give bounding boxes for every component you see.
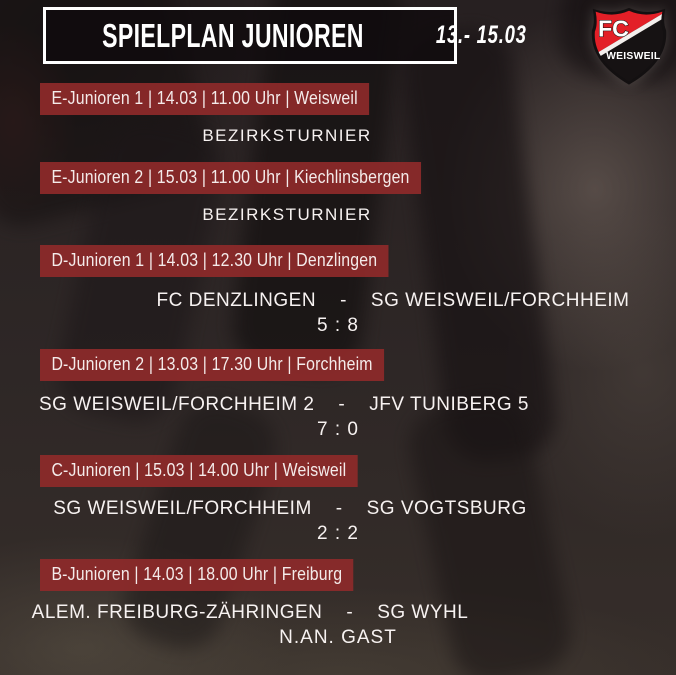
match-banner-c-junioren: C-Junioren | 15.03 | 14.00 Uhr | Weisweil xyxy=(40,455,358,487)
away-team: SG VOGTSBURG xyxy=(366,498,527,519)
match-banner-e-junioren-2: E-Junioren 2 | 15.03 | 11.00 Uhr | Kiechlinsbergen xyxy=(40,162,421,194)
score-text: 2 : 2 xyxy=(317,523,359,544)
match-banner-e-junioren-1: E-Junioren 1 | 14.03 | 11.00 Uhr | Weisweil xyxy=(40,83,369,115)
vs-dash: - xyxy=(335,498,343,519)
vs-dash: - xyxy=(338,394,346,415)
away-team: SG WEISWEIL/FORCHHEIM xyxy=(370,290,630,311)
club-logo xyxy=(584,1,674,89)
date-range: 13.- 15.03 xyxy=(435,21,527,49)
score-text: 5 : 8 xyxy=(317,315,359,336)
tournament-note xyxy=(0,126,574,146)
home-team: SG WEISWEIL/FORCHHEIM xyxy=(53,498,312,519)
vs-dash: - xyxy=(346,602,354,623)
match-result-line xyxy=(110,290,676,312)
tournament-note xyxy=(0,205,574,225)
shield-crest-icon xyxy=(584,1,674,89)
match-result-line xyxy=(0,602,500,624)
match-banner-b-junioren: B-Junioren | 14.03 | 18.00 Uhr | Freiburg xyxy=(40,559,354,591)
match-score xyxy=(0,523,676,545)
away-team: JFV TUNIBERG 5 xyxy=(369,394,529,415)
away-team: SG WYHL xyxy=(377,602,469,623)
match-banner-d-junioren-2: D-Junioren 2 | 13.03 | 17.30 Uhr | Forchheim xyxy=(40,349,384,381)
match-score xyxy=(0,419,676,441)
title-box xyxy=(43,7,527,64)
vs-dash: - xyxy=(340,290,347,311)
title-cell xyxy=(46,10,420,61)
score-text: 7 : 0 xyxy=(317,419,359,440)
match-score xyxy=(0,315,676,337)
tournament-note-text: BEZIRKSTURNIER xyxy=(202,205,372,224)
home-team: SG WEISWEIL/FORCHHEIM 2 xyxy=(39,394,315,415)
home-team: ALEM. FREIBURG-ZÄHRINGEN xyxy=(31,602,323,623)
date-cell xyxy=(420,10,543,61)
match-result-line xyxy=(0,498,580,520)
crest-fc-text: FC xyxy=(597,15,629,42)
match-result-line xyxy=(0,394,568,416)
score-text: N.AN. GAST xyxy=(279,627,397,648)
home-team: FC DENZLINGEN xyxy=(156,290,317,311)
poster-title: SPIELPLAN JUNIOREN xyxy=(102,16,364,54)
tournament-note-text: BEZIRKSTURNIER xyxy=(202,126,372,145)
match-score xyxy=(0,627,676,649)
crest-clubname-text: WEISWEIL xyxy=(606,50,661,62)
match-banner-d-junioren-1: D-Junioren 1 | 14.03 | 12.30 Uhr | Denzlingen xyxy=(40,245,389,277)
